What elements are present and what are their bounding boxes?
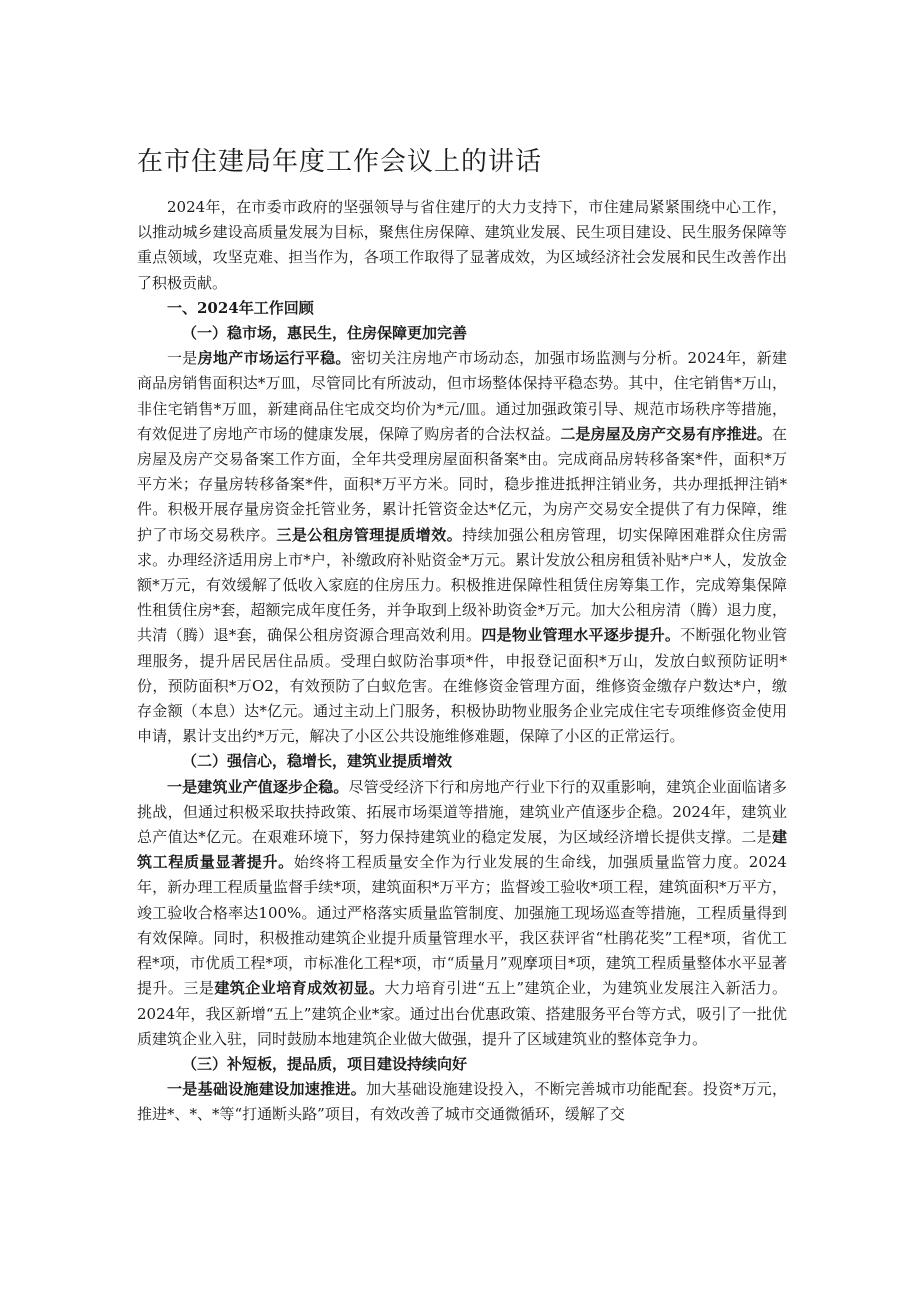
text-segment: 加大基础设施建设投入，不断完善城市功能配套。投资*万元，推进*、*、*等“打通断头路”项目，有效改善了城市交通微循环，缓解了交 [137,1080,787,1124]
section-heading-review: 一、2024年工作回顾 [167,298,314,317]
text-segment: 一是 [167,349,198,368]
subsection-heading-housing: （一）稳市场，惠民生，住房保障更加完善 [182,324,468,343]
bold-lead-market: 房地产市场运行平稳。 [197,349,351,368]
bold-lead-quality: 建筑工程质量显著提升。 [137,828,787,872]
bold-lead-output: 一是建筑业产值逐步企稳。 [167,777,349,796]
intro-paragraph: 2024年，在市委市政府的坚强领导与省住建厅的大力支持下，市住建局紧紧围绕中心工作，以推动城乡建设高质量发展为目标，聚焦住房保障、建筑业发展、民生项目建设、民生服务保障等重点领域，攻坚克难、担当作为，各项工作取得了显著成效，为区域经济社会发展和民生改善作出了积极贡献。 [137,198,787,292]
document-page [137,0,787,1128]
document-body [137,195,787,1128]
paragraph-projects [137,1077,787,1127]
bold-lead-property-mgmt: 四是物业管理水平逐步提升。 [481,626,681,645]
subsection-heading-construction: （二）强信心，稳增长，建筑业提质增效 [182,752,453,771]
bold-lead-public-rental: 三是公租房管理提质增效。 [276,525,463,544]
bold-lead-enterprise: 建筑企业培育成效初显。 [214,979,385,998]
bold-lead-trading: 二是房屋及房产交易有序推进。 [560,424,772,443]
text-segment: 不断强化物业管理服务，提升居民居住品质。受理白蚁防治事项*件，申报登记面积*万山，发放白蚁预防证明*份，预防面积*万O2，有效预防了白蚁危害。在维修资金管理方面，维修资金缴存户数达*户，缴存金额（本息）达*亿元。通过主动上门服务，积极协助物业服务企业完成住宅专项维修资金使用申请，累计支出约*万元，解决了小区公共设施维修难题，保障了小区的正常运行。 [137,626,787,746]
paragraph-housing [137,346,787,749]
text-segment: 大力培育引进“五上”建筑企业，为建筑业发展注入新活力。2024年，我区新增“五上”建筑企业*家。通过出台优惠政策、搭建服务平台等方式，吸引了一批优质建筑企业入驻，同时鼓励本地建筑企业做大做强，提升了区域建筑业的整体竞争力。 [137,979,787,1048]
text-segment: 持续加强公租房管理，切实保障困难群众住房需求。办理经济适用房上市*户，补缴政府补贴资金*万元。累计发放公租房租赁补贴*户*人，发放金额*万元，有效缓解了低收入家庭的住房压力。积极推进保障性租赁住房筹集工作，完成筹集保障性租赁住房*套，超额完成年度任务，并争取到上级补助资金*万元。加大公租房清（腾）退力度，共清（腾）退*套，确保公租房资源合理高效利用。 [137,525,787,645]
text-segment: 尽管受经济下行和房地产行业下行的双重影响，建筑企业面临诸多挑战，但通过积极采取扶持政策、拓展市场渠道等措施，建筑业产值逐步企稳。2024年，建筑业总产值达*亿元。在艰难环境下，努力保持建筑业的稳定发展，为区域经济增长提供支撑。二是 [137,777,787,847]
text-segment: 始终将工程质量安全作为行业发展的生命线，加强质量监管力度。2024年，新办理工程质量监督手续*项，建筑面积*万平方；监督竣工验收*项工程，建筑面积*万平方，竣工验收合格率达100%。通过严格落实质量监管制度、加强施工现场巡查等措施，工程质量得到有效保障。同时，积极推动建筑企业提升质量管理水平，我区获评省“杜鹃花奖”工程*项，省优工程*项，市优质工程*项，市标准化工程*项，市“质量月”观摩项目*项，建筑工程质量整体水平显著提升。三是 [137,853,787,998]
text-segment: 在房屋及房产交易备案工作方面，全年共受理房屋面积备案*由。完成商品房转移备案*件，面积*万平方米；存量房转移备案*件，面积*万平方米。同时，稳步推进抵押注销业务，共办理抵押注销*件。积极开展存量房资金托管业务，累计托管资金达*亿元，为房产交易安全提供了有力保障，维护了市场交易秩序。 [137,424,787,544]
subsection-heading-projects: （三）补短板，提品质，项目建设持续向好 [182,1054,468,1073]
paragraph-construction [137,775,787,1052]
document-title: 在市住建局年度工作会议上的讲话 [137,147,543,177]
bold-lead-infrastructure: 一是基础设施建设加速推进。 [167,1080,367,1099]
text-segment: 密切关注房地产市场动态，加强市场监测与分析。2024年，新建商品房销售面积达*万皿，尽管同比有所波动，但市场整体保持平稳态势。其中，住宅销售*万山，非住宅销售*万皿，新建商品住宅成交均价为*元/皿。通过加强政策引导、规范市场秩序等措施，有效促进了房地产市场的健康发展，保障了购房者的合法权益。 [137,349,787,443]
